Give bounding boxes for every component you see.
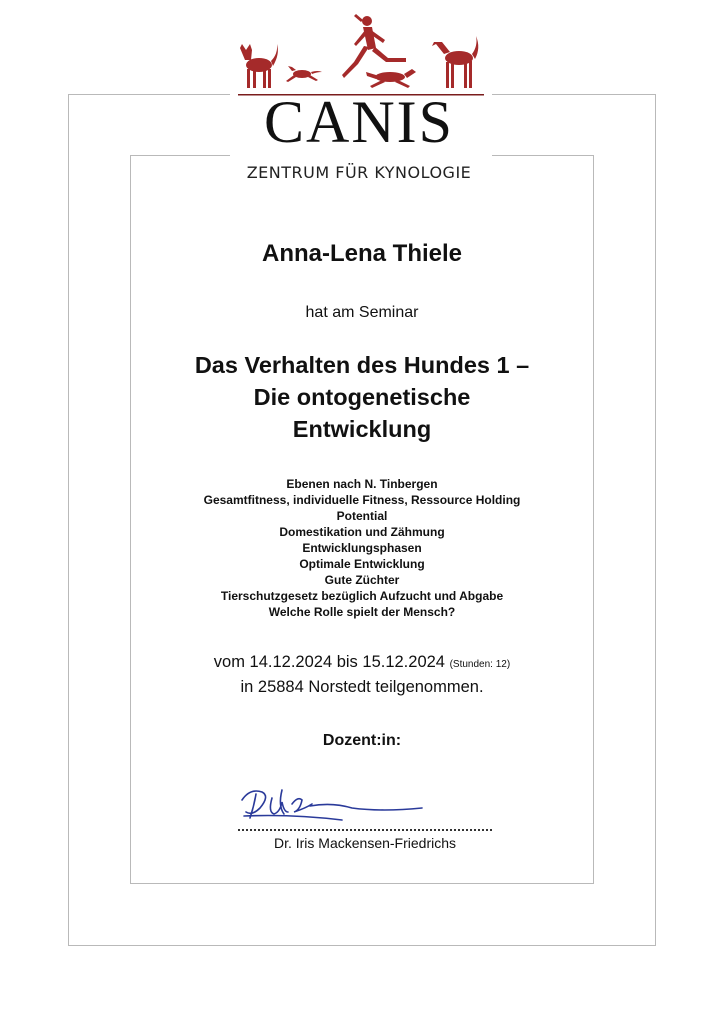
topic-item: Gesamtfitness, individuelle Fitness, Ressource Holding <box>203 493 521 507</box>
standing-dog-right-icon <box>432 36 478 88</box>
topic-item: Tierschutzgesetz bezüglich Aufzucht und Abgabe <box>220 589 504 603</box>
lecturer-label: Dozent:in: <box>322 732 402 749</box>
topic-item: Entwicklungsphasen <box>302 541 422 555</box>
topic-item: Potential <box>336 509 388 523</box>
logo-subtitle: ZENTRUM FÜR KYNOLOGIE <box>246 163 472 182</box>
seminar-title-line: Das Verhalten des Hundes 1 – <box>194 352 530 378</box>
topic-item: Welche Rolle spielt der Mensch? <box>268 605 456 619</box>
topic-item: Ebenen nach N. Tinbergen <box>286 477 438 491</box>
date-line <box>0 653 724 672</box>
participant-name: Anna-Lena Thiele <box>261 240 463 267</box>
seminar-title <box>0 349 724 445</box>
topic-item: Domestikation und Zähmung <box>279 525 445 539</box>
leaping-dog-icon <box>366 69 416 88</box>
date-range: vom 14.12.2024 bis 15.12.2024 <box>213 653 445 671</box>
intro-text: hat am Seminar <box>305 304 419 321</box>
canis-wordmark: CANIS <box>263 89 455 155</box>
handwritten-signature <box>232 778 432 830</box>
small-running-dog-icon <box>286 66 322 82</box>
topic-item: Gute Züchter <box>324 573 400 587</box>
topic-item: Optimale Entwicklung <box>299 557 425 571</box>
seminar-title-line: Die ontogenetische <box>253 384 471 410</box>
place-line: in 25884 Norstedt teilgenommen. <box>240 678 484 696</box>
hours-note: (Stunden: 12) <box>449 659 511 670</box>
canis-logo-animals <box>230 14 492 96</box>
seminar-title-line: Entwicklung <box>292 416 432 442</box>
running-person-icon <box>342 14 406 78</box>
lecturer-name: Dr. Iris Mackensen-Friedrichs <box>273 835 457 851</box>
signature-line <box>238 829 492 831</box>
standing-dog-left-icon <box>240 44 278 88</box>
